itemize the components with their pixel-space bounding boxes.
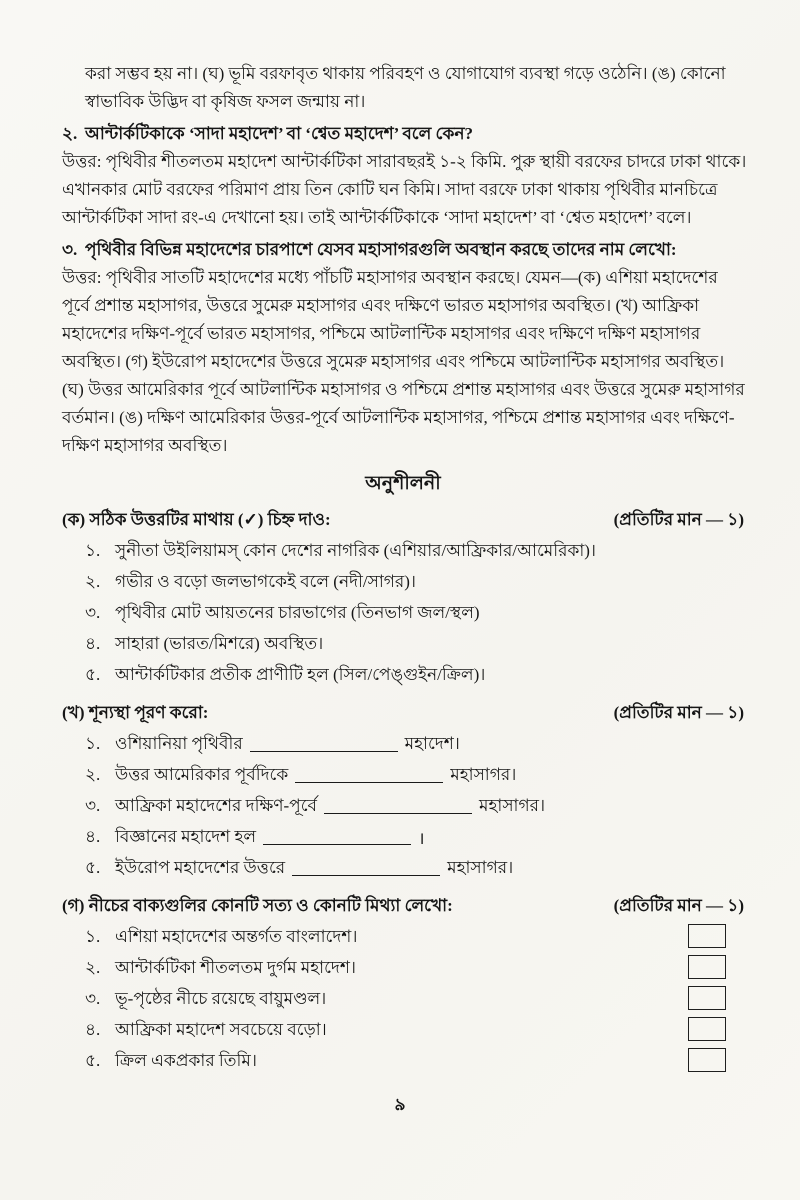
item-text-before: ইউরোপ মহাদেশের উত্তরে <box>115 857 286 877</box>
item-text-after: । <box>418 829 425 848</box>
true-false-checkbox[interactable] <box>688 1048 726 1072</box>
question-number: ২. <box>62 124 78 143</box>
item-number: ২. <box>85 764 101 784</box>
item-number: ৪. <box>85 633 101 653</box>
item-text: আন্টার্কটিকা শীতলতম দুর্গম মহাদেশ। <box>115 957 356 977</box>
item-text: ক্রিল একপ্রকার তিমি। <box>115 1050 257 1070</box>
true-false-item <box>62 984 744 1015</box>
true-false-checkbox[interactable] <box>688 986 726 1010</box>
answer-line: দক্ষিণ মহাসাগর অবস্থিত। <box>62 436 228 455</box>
item-number: ১. <box>85 540 101 560</box>
item-text: সাহারা (ভারত/মিশরে) অবস্থিত। <box>115 633 324 653</box>
item-text: পৃথিবীর মোট আয়তনের চারভাগের (তিনভাগ জল/স্থল) <box>115 602 480 622</box>
item-number: ৫. <box>85 1050 101 1070</box>
question-heading: আন্টার্কটিকাকে ‘সাদা মহাদেশ’ বা ‘শ্বেত মহাদেশ’ বলে কেন? <box>85 124 473 143</box>
answer-line: (ঘ) উত্তর আমেরিকার পূর্বে আটলান্টিক মহাসাগর ও পশ্চিমে প্রশান্ত মহাসাগর এবং উত্তরে সুমেরু মহাসাগর <box>62 380 745 399</box>
question-3 <box>62 236 744 460</box>
item-text: গভীর ও বড়ো জলভাগকেই বলে (নদী/সাগর)। <box>115 571 417 591</box>
mcq-item <box>62 598 744 629</box>
item-text-before: উত্তর আমেরিকার পূর্বদিকে <box>115 764 289 784</box>
item-number: ১. <box>85 926 101 946</box>
answer-paragraph <box>62 264 744 460</box>
body-line: করা সম্ভব হয় না। (ঘ) ভূমি বরফাবৃত থাকায় পরিবহণ ও যোগাযোগ ব্যবস্থা গড়ে ওঠেনি। (ঙ) কোনো <box>85 64 726 83</box>
section-label: (খ) <box>62 703 85 722</box>
item-text-before: বিজ্ঞানের মহাদেশ হল <box>115 826 257 846</box>
section-ka <box>62 506 744 691</box>
item-text: ভূ-পৃষ্ঠের নীচে রয়েছে বায়ুমণ্ডল। <box>115 988 327 1008</box>
marks-label: (প্রতিটির মান — ১) <box>613 896 744 915</box>
fill-blank-item <box>62 822 744 853</box>
mcq-item <box>62 567 744 598</box>
answer-line: অবস্থিত। (গ) ইউরোপ মহাদেশের উত্তরে সুমেরু মহাসাগর এবং পশ্চিমে আটলান্টিক মহাসাগর অবস্থিত। <box>62 352 725 371</box>
item-number: ৩. <box>85 795 101 815</box>
intro-paragraph <box>62 60 744 116</box>
item-text-after: মহাসাগর। <box>447 857 514 877</box>
marks-label: (প্রতিটির মান — ১) <box>613 510 744 529</box>
section-instruction: (গ) নীচের বাক্যগুলির কোনটি সত্য ও কোনটি মিথ্যা লেখো: <box>62 896 453 915</box>
item-number: ৩. <box>85 602 101 622</box>
fill-blank-item <box>62 760 744 791</box>
true-false-item <box>62 1015 744 1046</box>
section-instruction: (ক) সঠিক উত্তরটির মাথায় (✓) চিহ্ন দাও: <box>62 510 331 529</box>
item-text: এশিয়া মহাদেশের অন্তর্গত বাংলাদেশ। <box>115 926 358 946</box>
true-false-checkbox[interactable] <box>688 955 726 979</box>
section-ga <box>62 892 744 1077</box>
marks-label: (প্রতিটির মান — ১) <box>613 703 744 722</box>
item-number: ৫. <box>85 664 101 684</box>
item-text-before: আফ্রিকা মহাদেশের দক্ষিণ-পূর্বে <box>115 795 318 815</box>
fill-blank[interactable] <box>250 737 398 752</box>
question-2 <box>62 120 747 232</box>
fill-blank[interactable] <box>292 861 440 876</box>
mcq-item <box>62 629 744 660</box>
body-line: স্বাভাবিক উদ্ভিদ বা কৃষিজ ফসল জন্মায় না। <box>85 92 366 111</box>
fill-blank-item <box>62 853 744 884</box>
true-false-item <box>62 953 744 984</box>
item-number: ৫. <box>85 857 101 877</box>
answer-line: আন্টার্কটিকা সাদা রং-এ দেখানো হয়। তাই আন্টার্কটিকাকে ‘সাদা মহাদেশ’ বা ‘শ্বেত মহাদেশ’ বলে। <box>62 208 692 227</box>
section-kha <box>62 699 744 884</box>
question-heading: পৃথিবীর বিভিন্ন মহাদেশের চারপাশে যেসব মহাসাগরগুলি অবস্থান করছে তাদের নাম লেখো: <box>85 240 677 259</box>
mcq-item <box>62 536 744 567</box>
item-text-after: মহাদেশ। <box>404 733 460 753</box>
section-label: (ক) <box>62 510 86 529</box>
answer-line: মহাদেশের দক্ষিণ-পূর্বে ভারত মহাসাগর, পশ্চিমে আটলান্টিক মহাসাগর এবং দক্ষিণে দক্ষিণ মহাসাগর <box>62 324 701 343</box>
true-false-item <box>62 922 744 953</box>
item-text-before: ওশিয়ানিয়া পৃথিবীর <box>115 733 243 753</box>
true-false-item <box>62 1046 744 1077</box>
fill-blank-item <box>62 791 744 822</box>
question-number: ৩. <box>62 240 78 259</box>
answer-line: উত্তর: পৃথিবীর শীতলতম মহাদেশ আন্টার্কটিকা সারাবছরই ১-২ কিমি. পুরু স্থায়ী বরফের চাদরে ঢাকা থাকে। <box>62 152 747 171</box>
answer-line: উত্তর: পৃথিবীর সাতটি মহাদেশের মধ্যে পাঁচটি মহাসাগর অবস্থান করছে। যেমন—(ক) এশিয়া মহাদেশের <box>62 268 718 287</box>
item-number: ১. <box>85 733 101 753</box>
item-text: আফ্রিকা মহাদেশ সবচেয়ে বড়ো। <box>115 1019 327 1039</box>
item-text: আন্টার্কটিকার প্রতীক প্রাণীটি হল (সিল/পেঙ্গুইন/ক্রিল)। <box>115 664 486 684</box>
item-number: ৪. <box>85 1019 101 1039</box>
section-label: (গ) <box>62 896 85 915</box>
item-number: ৪. <box>85 826 101 846</box>
fill-blank[interactable] <box>324 799 472 814</box>
exercise-title: অনুশীলনী <box>365 473 441 494</box>
page-number: ৯ <box>394 1095 406 1114</box>
answer-line: পূর্বে প্রশান্ত মহাসাগর, উত্তরে সুমেরু মহাসাগর এবং দক্ষিণে ভারত মহাসাগর অবস্থিত। (খ) আফ্রিকা <box>62 296 700 315</box>
item-number: ৩. <box>85 988 101 1008</box>
true-false-checkbox[interactable] <box>688 1017 726 1041</box>
item-text: সুনীতা উইলিয়ামস্ কোন দেশের নাগরিক (এশিয়ার/আফ্রিকার/আমেরিকা)। <box>115 540 597 560</box>
true-false-checkbox[interactable] <box>688 924 726 948</box>
item-number: ২. <box>85 571 101 591</box>
answer-line: এখানকার মোট বরফের পরিমাণ প্রায় তিন কোটি ঘন কিমি। সাদা বরফে ঢাকা থাকায় পৃথিবীর মানচিত্রে <box>62 180 718 199</box>
item-text-after: মহাসাগর। <box>450 764 517 784</box>
answer-paragraph <box>62 148 747 232</box>
fill-blank[interactable] <box>263 830 411 845</box>
fill-blank[interactable] <box>295 768 443 783</box>
mcq-item <box>62 660 744 691</box>
answer-line: বর্তমান। (ঙ) দক্ষিণ আমেরিকার উত্তর-পূর্বে আটলান্টিক মহাসাগর, পশ্চিমে প্রশান্ত মহাসাগর এবং দক্ষিণে- <box>62 408 735 427</box>
fill-blank-item <box>62 729 744 760</box>
section-instruction: (খ) শূন্যস্থা পূরণ করো: <box>62 703 209 722</box>
item-number: ২. <box>85 957 101 977</box>
item-text-after: মহাসাগর। <box>479 795 546 815</box>
